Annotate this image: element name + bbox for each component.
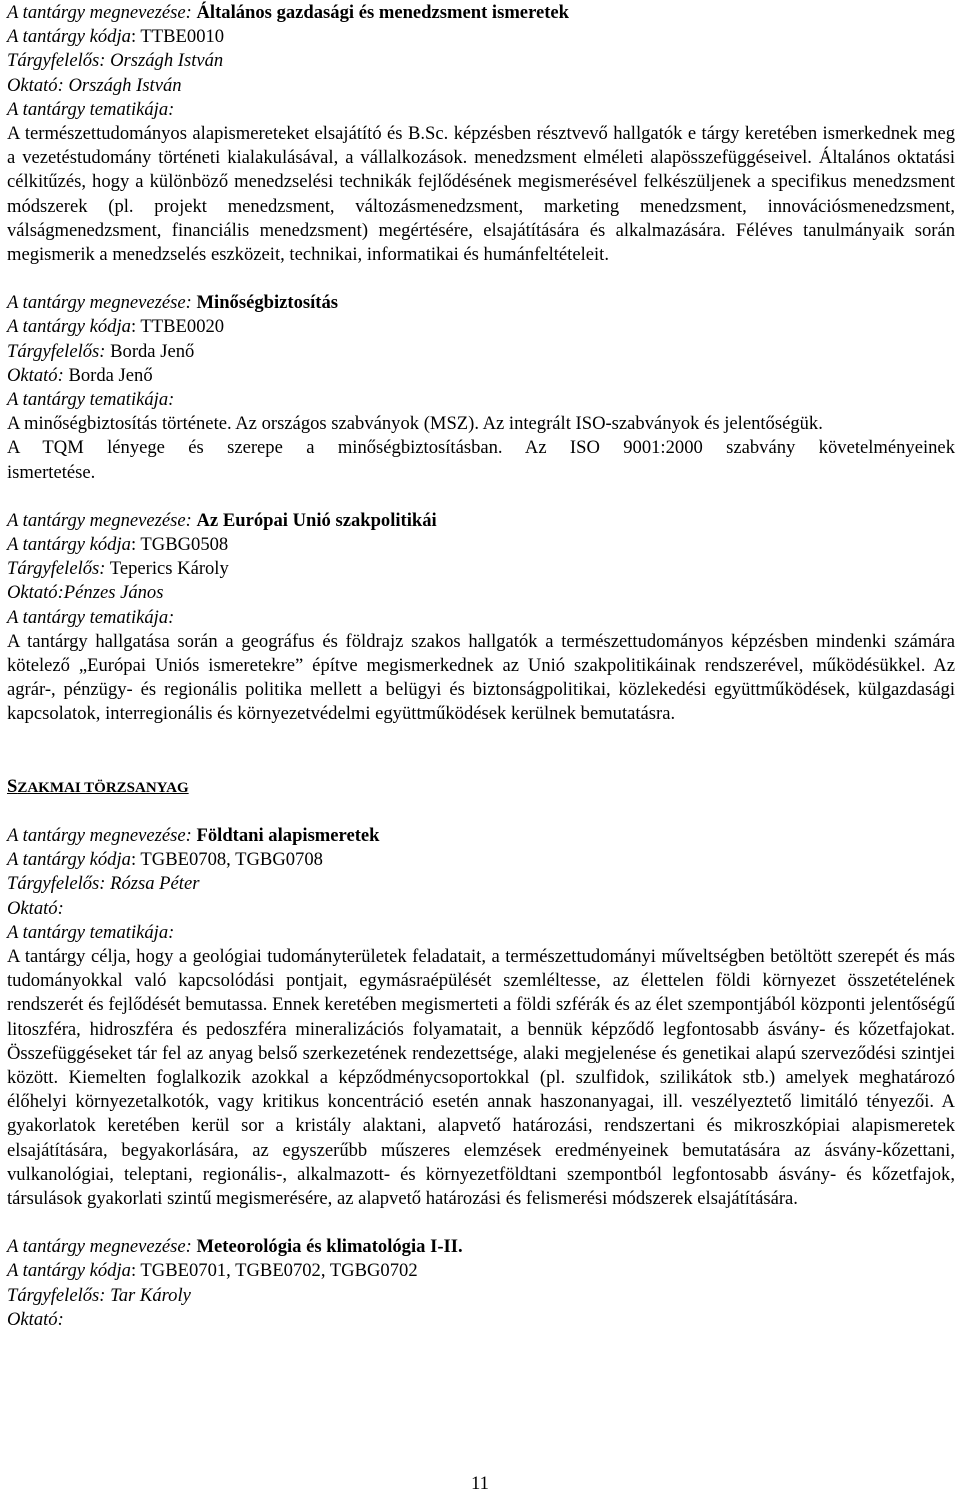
course-instructor: Oktató:Pénzes János — [7, 582, 164, 604]
course-name-value: Általános gazdasági és menedzsment ismeretek — [196, 2, 570, 23]
course-code-value: : TGBE0701, TGBE0702, TGBG0702 — [130, 1260, 418, 1282]
course-code-label: A tantárgy kódja — [7, 316, 131, 338]
description-line: ismertetése. — [7, 461, 96, 483]
course-name-label: A tantárgy megnevezése: — [7, 1236, 192, 1258]
course-name-value: Minőségbiztosítás — [196, 292, 339, 314]
spacer — [7, 267, 955, 291]
course-instructor: Oktató: — [7, 897, 64, 919]
course-responsible: Tárgyfelelős: Országh István — [7, 50, 224, 72]
course-code-value: : TGBE0708, TGBG0708 — [130, 849, 323, 871]
course-code-line — [7, 25, 955, 49]
course-block — [7, 291, 955, 485]
course-description: A tantárgy célja, hogy a geológiai tudományterületek feladatait, a természettudományi műveltségben betöltött szerepét és más tudományokkal való kapcsolódási pontjait, egymásraépülését szemléltesse, az élettelen földi környezet összetételének rendszerét és fejlődését bemutassa. Ennek keretében megismerteti a földi szférák és az élet szempontjából központi jelentőségű litoszféra, hidroszféra és pedoszféra mineralizációs folyamatait, a bennük képződő legfontosabb ásvány- és kőzetfajokat. Összefüggéseket tár fel az anyag belső szerkezetének rendezettsége, alaki megjelenése és genetikai alapú szerveződési szintjei között. Kiemelten foglalkozik azokkal a képződménycsoportokkal (pl. szulfidok, szilikátok stb.) amelyek meghatározó élőhelyi környezetalkotók, vagy kritikus koncentráció esetén annak haszonanyagai, ill. veszélyeztető limitáló tényezői. A gyakorlatok keretében kerül sor a kristály alaktani, alapvető határozási, rendszertani és mikroszkópiai alapismeretek elsajátítására, begyakorlására, az egyszerűbb műszeres elemzések eredményeinek bemutatására az ásvány-kőzettani, vulkanológiai, teleptani, regionális-, alkalmazott- és környezetföldtani szempontból legfontosabb ásvány- és kőzetfajok, társulások gyakorlati szintű megismerésére, az alapvető határozási és felismerési módszerek elsajátítására. — [7, 945, 955, 1209]
course-instructor-label: Oktató: — [7, 364, 64, 386]
course-code-value: : TTBE0020 — [130, 316, 225, 338]
course-name-value: Földtani alapismeretek — [196, 824, 380, 846]
course-code-label: A tantárgy kódja — [7, 849, 131, 871]
course-code-label: A tantárgy kódja — [7, 1260, 131, 1282]
course-block — [7, 1, 955, 267]
course-code-label: A tantárgy kódja — [7, 534, 131, 556]
course-code-label: A tantárgy kódja — [7, 26, 131, 48]
course-code-line — [7, 848, 955, 872]
course-responsible-value: Borda Jenő — [105, 340, 195, 362]
course-code-line — [7, 1259, 955, 1283]
course-responsible-label: Tárgyfelelős: — [7, 340, 106, 362]
section-heading-initial: S — [7, 775, 18, 797]
course-instructor-value: Borda Jenő — [63, 364, 153, 386]
course-topics-label: A tantárgy tematikája: — [7, 606, 175, 628]
spacer — [7, 1211, 955, 1235]
course-responsible-label: Tárgyfelelős: — [7, 558, 106, 580]
description-line: A TQM lényege és szerepe a minőségbiztosításban. Az ISO 9001:2000 szabvány követelményeinek — [7, 437, 955, 459]
course-responsible-line — [7, 557, 955, 581]
course-responsible: Tárgyfelelős: Tar Károly — [7, 1284, 191, 1306]
course-name-line — [7, 1, 955, 25]
course-topics-label: A tantárgy tematikája: — [7, 98, 175, 120]
page-number: 11 — [471, 1473, 489, 1494]
course-name-label: A tantárgy megnevezése: — [7, 2, 192, 23]
course-instructor-line — [7, 364, 955, 388]
course-name-label: A tantárgy megnevezése: — [7, 509, 192, 531]
course-code-line — [7, 315, 955, 339]
course-responsible-value: Teperics Károly — [105, 558, 229, 580]
course-block — [7, 1235, 955, 1332]
course-name-value: Meteorológia és klimatológia I-II. — [196, 1236, 463, 1258]
course-name-label: A tantárgy megnevezése: — [7, 824, 192, 846]
course-description: A tantárgy hallgatása során a geográfus és földrajz szakos hallgatók a természettudományos képzésben mindenki számára kötelező „Európai Uniós ismeretekre” építve megismerkednek az Unió szakpolitikáinak rendszerével, működésükkel. Az agrár-, pénzügy- és regionális politika mellett a belügyi és biztonságpolitikai, közlekedési együttműködések, külgazdasági kapcsolatok, interregionális és környezetvédelmi együttműködések kerülnek bemutatásra. — [7, 630, 955, 725]
course-block — [7, 509, 955, 727]
description-line: A minőségbiztosítás története. Az országos szabványok (MSZ). Az integrált ISO-szabványok és jelentőségük. — [7, 413, 823, 435]
course-responsible-line — [7, 340, 955, 364]
page-content — [7, 1, 955, 1332]
course-description: A természettudományos alapismereteket elsajátító és B.Sc. képzésben résztvevő hallgatók e tárgy keretében ismerkednek meg a vezetéstudomány történeti kialakulásával, a vállalkozások. menedzsment elméleti alapösszefüggéseivel. Általános oktatási célkitűzés, hogy a különböző menedzselési technikák fejlődésének megismerésével felkészüljenek a specifikus menedzsment módszerek (pl. projekt menedzsment, változásmenedzsment, marketing menedzsment, innovációsmenedzsment, válságmenedzsment, financiális menedzsment) megértésére, elsajátítására és alkalmazására. Féléves tanulmányaik során megismerik a menedzselés eszközeit, technikai, informatikai és humánfeltételeit. — [7, 123, 955, 266]
course-code-value: : TTBE0010 — [130, 26, 225, 48]
course-code-line — [7, 533, 955, 557]
course-topics-label: A tantárgy tematikája: — [7, 389, 175, 411]
course-name-line — [7, 824, 955, 848]
course-name-value: Az Európai Unió szakpolitikái — [196, 509, 437, 531]
course-block — [7, 824, 955, 1211]
course-name-line — [7, 291, 955, 315]
course-name-label: A tantárgy megnevezése: — [7, 292, 192, 314]
section-heading-rest: ZAKMAI TÖRZSANYAG — [17, 779, 189, 796]
course-name-line — [7, 1235, 955, 1259]
spacer — [7, 485, 955, 509]
course-name-line — [7, 509, 955, 533]
course-instructor: Oktató: — [7, 1308, 64, 1330]
spacer — [7, 800, 955, 824]
course-topics-label: A tantárgy tematikája: — [7, 921, 175, 943]
spacer — [7, 727, 955, 775]
section-heading — [7, 775, 955, 800]
course-responsible: Tárgyfelelős: Rózsa Péter — [7, 873, 200, 895]
course-instructor: Oktató: Országh István — [7, 74, 182, 96]
course-code-value: : TGBG0508 — [130, 534, 229, 556]
course-description — [7, 412, 955, 485]
